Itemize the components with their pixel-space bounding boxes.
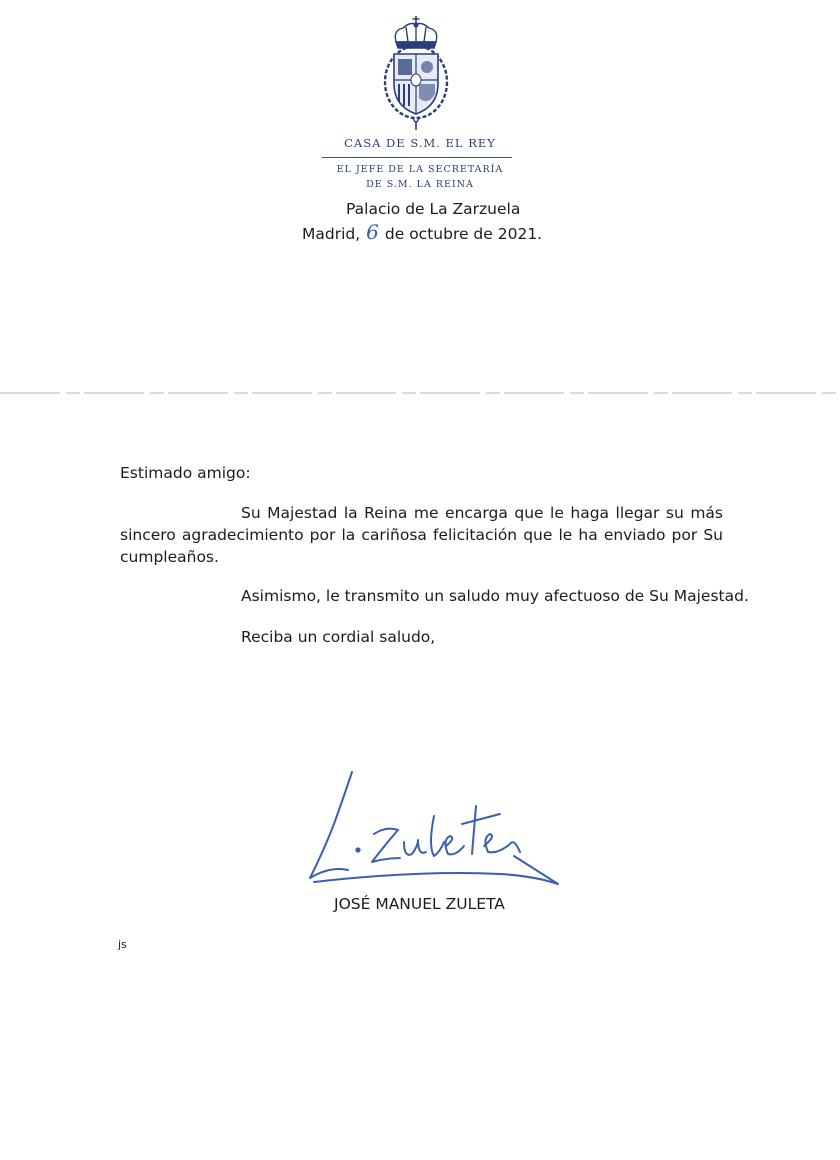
letterhead-subtitle: EL JEFE DE LA SECRETARÍA xyxy=(336,164,504,175)
body-paragraph-2: Asimismo, le transmito un saludo muy afectuoso de Su Majestad. xyxy=(241,587,749,605)
typist-initials: js xyxy=(118,938,127,951)
letterhead-divider xyxy=(322,157,512,158)
date-line xyxy=(302,220,542,244)
closing-line: Reciba un cordial saludo, xyxy=(241,628,436,646)
paper-fold-line xyxy=(0,388,840,398)
date-prefix: Madrid, xyxy=(302,225,361,243)
greeting: Estimado amigo: xyxy=(120,464,251,482)
letterhead-subtitle-2: DE S.M. LA REINA xyxy=(366,179,474,190)
letterhead-title: CASA DE S.M. EL REY xyxy=(344,136,496,150)
signatory-name: JOSÉ MANUEL ZULETA xyxy=(334,895,505,913)
royal-coat-of-arms-icon xyxy=(373,14,459,132)
body-paragraph-1: Su Majestad la Reina me encarga que le haga llegar su más sincero agradecimiento por la cariñosa felicitación que le ha enviado por Su cumpleaños. xyxy=(120,504,723,566)
place-line: Palacio de La Zarzuela xyxy=(346,200,521,218)
handwritten-signature xyxy=(300,766,570,892)
date-suffix: de octubre de 2021. xyxy=(384,225,543,243)
date-day-handwritten: 6 xyxy=(366,220,379,244)
